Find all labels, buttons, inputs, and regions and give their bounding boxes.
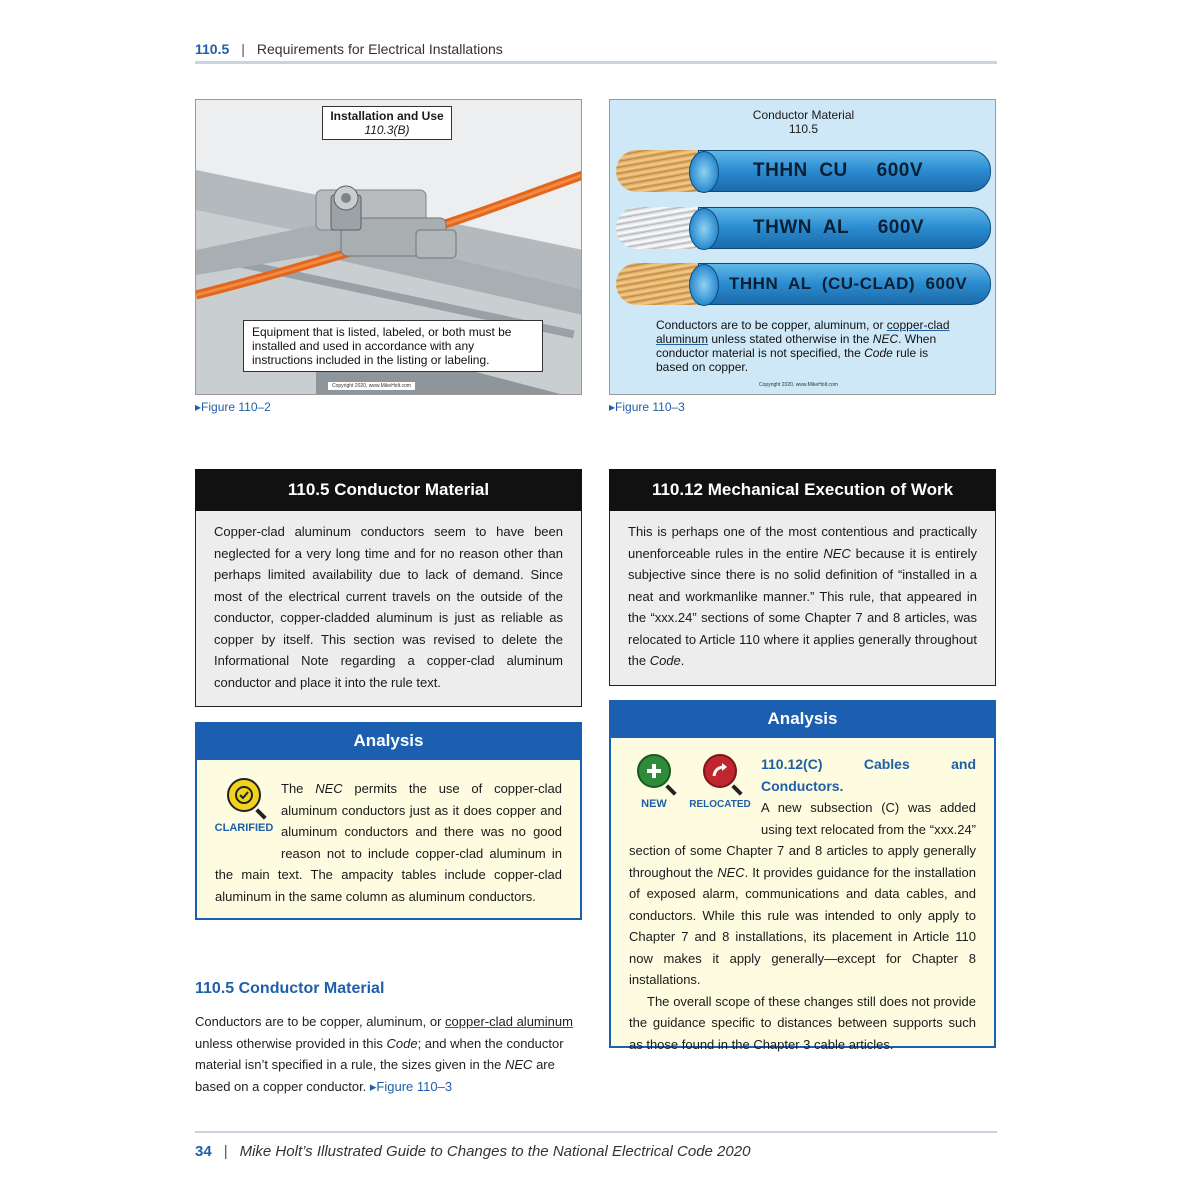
- wire-label: THWN AL 600V: [698, 207, 991, 249]
- section-text-nec: NEC: [505, 1057, 533, 1072]
- relocated-badge: [685, 754, 755, 822]
- section-title: 110.5 Conductor Material: [195, 980, 385, 997]
- clarified-badge: [213, 778, 275, 844]
- figure-text-link: copper-clad aluminum: [656, 318, 950, 346]
- figure-ref: 110.5: [788, 122, 819, 136]
- section-text-link: copper-clad aluminum: [445, 1014, 573, 1029]
- page-number: 34: [195, 1142, 212, 1160]
- badge-label: NEW: [641, 798, 667, 810]
- box-body: Copper-clad aluminum conductors seem to have been neglected for a very long time and for no reason other than perhaps limited availability due to lack of demand. Since most of the electrical current travels on the outside of the conductor, copper-cladded aluminum is just as reliable as copper by itself. This section was revised to delete the Informational Note regarding a copper-clad aluminum conductor and place it into the rule text.: [195, 511, 582, 707]
- header-separator: |: [241, 40, 245, 57]
- page-header: [195, 36, 997, 64]
- figure-title: Conductor Material: [752, 108, 855, 122]
- section-text-part: Conductors are to be copper, aluminum, or: [195, 1014, 446, 1029]
- magnifier-icon: [227, 778, 261, 812]
- figure-text-nec: NEC: [872, 332, 899, 346]
- box-110-5: [195, 469, 582, 707]
- box-110-12: [609, 469, 996, 686]
- analysis-body: [195, 760, 582, 920]
- figure-text-code: Code: [864, 346, 893, 360]
- figure-title-block: [610, 108, 996, 136]
- figure-reference-link[interactable]: ▸Figure 110–3: [369, 1078, 453, 1094]
- page-footer: [195, 1131, 997, 1169]
- figure-copyright: Copyright 2020, www.MikeHolt.com: [759, 382, 838, 388]
- plus-icon: [637, 754, 671, 788]
- new-badge: [629, 754, 679, 822]
- analysis-paragraph-2: The overall scope of these changes still does not provide the guidance specific to distances between supports such as those found in the Chapter 3 cable articles.: [629, 993, 976, 1052]
- figure-label: [322, 106, 452, 140]
- figure-110-3: [609, 99, 996, 395]
- figure-text-part: rule is based on copper.: [656, 346, 929, 374]
- analysis-text-part: A new subsection (C) was added using text relocated from the “xxx.24” section of some Chapter 7 and 8 articles to apply generally throughout the: [629, 800, 976, 880]
- figure-label-ref: 110.3(B): [364, 123, 410, 137]
- box-body: [609, 511, 996, 686]
- analysis-title: Analysis: [195, 722, 582, 760]
- footer-separator: |: [223, 1142, 228, 1160]
- wire-thhn-al-cuclad: [616, 263, 991, 305]
- box-text-part: .: [680, 653, 685, 668]
- analysis-left: [195, 722, 582, 920]
- analysis-paragraph-1: [629, 797, 976, 991]
- wire-label: THHN CU 600V: [698, 150, 991, 192]
- figure-caption[interactable]: ▸Figure 110–3: [609, 400, 685, 414]
- section-body: [195, 1011, 583, 1097]
- figure-text: [656, 318, 956, 374]
- header-title: Requirements for Electrical Installations: [256, 40, 503, 57]
- wire-thhn-cu: [616, 150, 991, 192]
- figure-110-2: [195, 99, 582, 395]
- figure-label-title: Installation and Use: [330, 109, 444, 123]
- analysis-right: [609, 700, 996, 1052]
- box-title: 110.5 Conductor Material: [195, 469, 582, 511]
- book-title: Mike Holt’s Illustrated Guide to Changes to the National Electrical Code 2020: [239, 1142, 751, 1160]
- box-text-nec: NEC: [823, 545, 851, 561]
- analysis-subhead: 110.12(C) Cables and Conductors.: [761, 756, 976, 794]
- analysis-badges: [629, 754, 755, 822]
- section-text-part: unless otherwise provided in this: [195, 1035, 387, 1051]
- wire-label: THHN AL (CU-CLAD) 600V: [698, 263, 991, 305]
- badge-label: RELOCATED: [689, 799, 751, 810]
- analysis-text-part: permits the use of copper-clad aluminum conductors just as it does copper and aluminum conductors and there was no good reason not to include copper-clad aluminum in the main text. The ampacity tables include copper-clad aluminum in the same column as aluminum conductors.: [215, 781, 562, 904]
- figure-text-part: unless stated otherwise in the: [708, 332, 873, 346]
- section-text-part: ; and when the conductor material isn’t specified in a rule, the sizes given in the: [195, 1035, 564, 1072]
- figure-text-part: Conductors are to be copper, aluminum, or: [656, 318, 887, 332]
- figure-copyright: Copyright 2020, www.MikeHolt.com: [328, 382, 415, 390]
- figure-text-part: . When conductor material is not specified, the: [656, 332, 937, 360]
- box-text-part: because it is entirely subjective since there is no solid definition of “installed in a neat and workmanlike manner.” This rule, that appeared in the “xxx.24” sections of some Chapter 7 and 8 articles, was relocated to Article 110 where it applies generally throughout the: [628, 545, 977, 668]
- badge-label: CLARIFIED: [214, 822, 274, 834]
- wire-thwn-al: [616, 207, 991, 249]
- analysis-title: Analysis: [609, 700, 996, 738]
- box-title: 110.12 Mechanical Execution of Work: [609, 469, 996, 511]
- analysis-body: [609, 738, 996, 1052]
- analysis-text-part: . It provides guidance for the installation of exposed alarm, communications and data cables, and conductors. While this rule was intended to only apply to Chapter 7 and 8 installations, its placement in Article 110 now makes it apply generally—except for Chapter 8 installations.: [629, 864, 976, 987]
- box-text-part: This is perhaps one of the most contentious and practically unenforceable rules in the entire: [628, 524, 977, 561]
- relocate-arrow-icon: [703, 754, 737, 788]
- figure-callout: Equipment that is listed, labeled, or both must be installed and used in accordance with any instructions included in the listing or labeling.: [243, 320, 543, 372]
- section-text-part: are based on a copper conductor.: [195, 1057, 555, 1094]
- box-text-code: Code: [649, 653, 681, 668]
- figure-caption[interactable]: ▸Figure 110–2: [195, 400, 271, 414]
- analysis-text-part: The: [281, 781, 316, 796]
- analysis-text-nec: NEC: [717, 864, 745, 880]
- analysis-text-nec: NEC: [315, 781, 343, 796]
- section-text-code: Code: [386, 1035, 418, 1051]
- header-section-number: 110.5: [195, 40, 230, 57]
